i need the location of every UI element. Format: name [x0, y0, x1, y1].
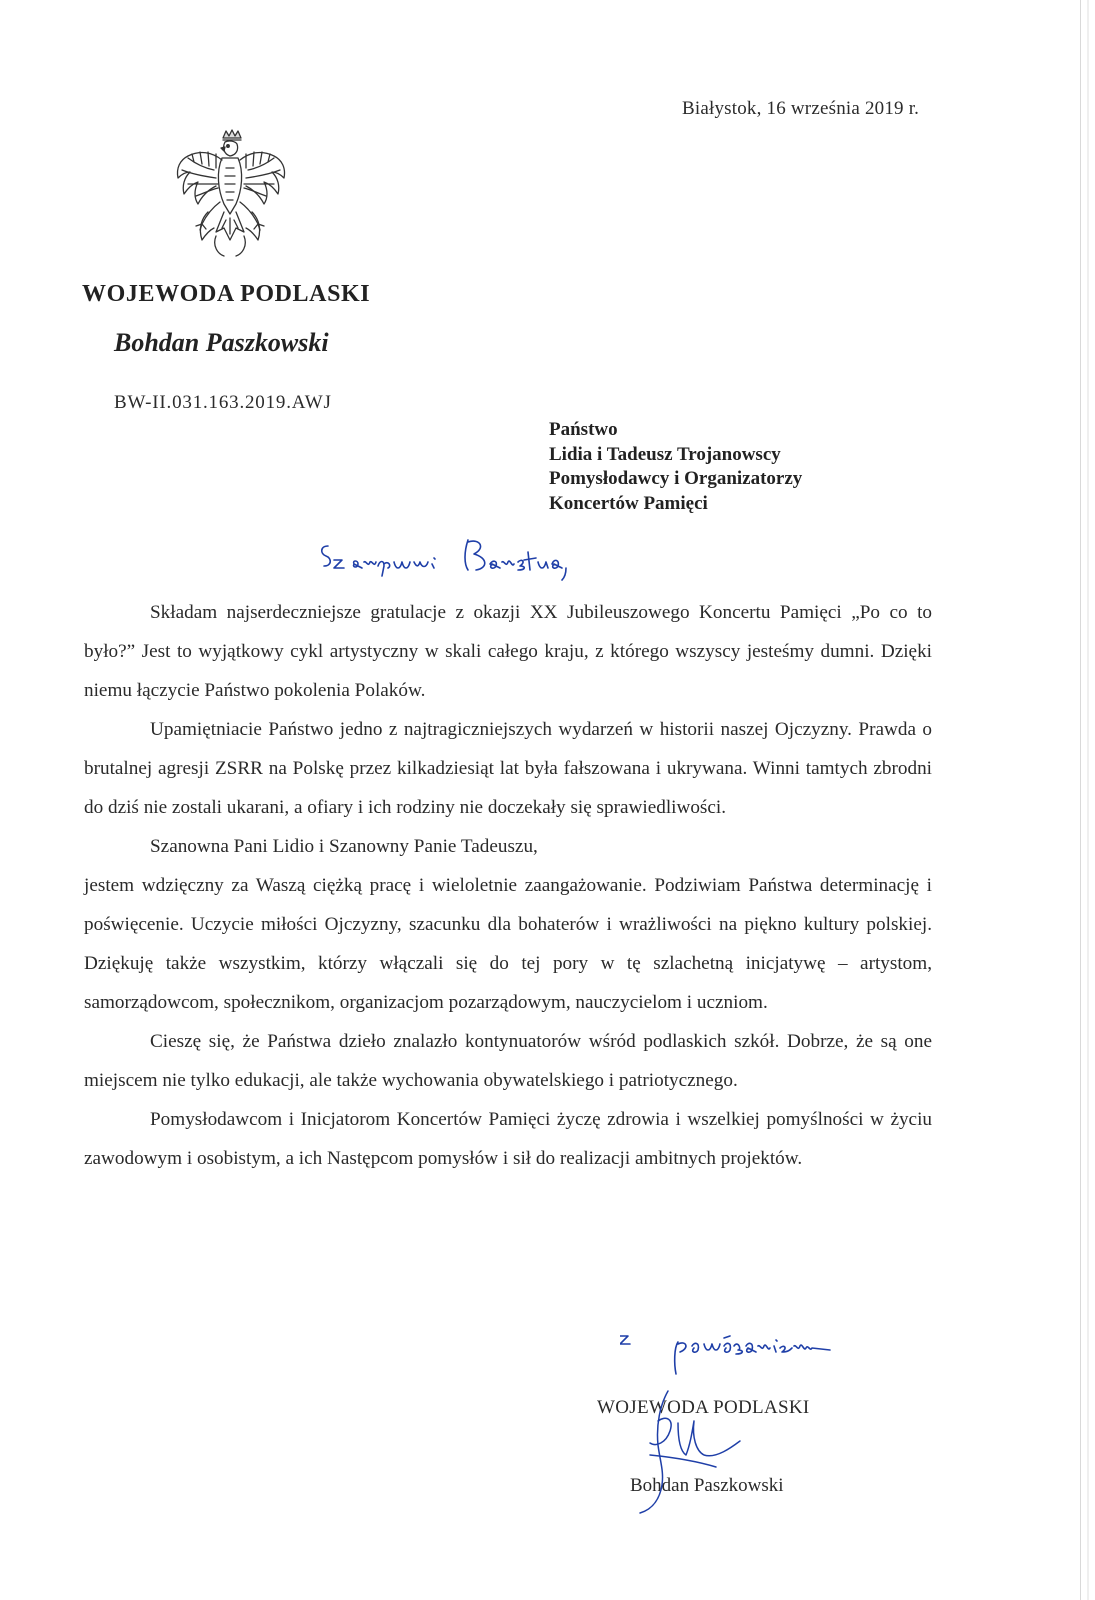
- signatory-name: Bohdan Paszkowski: [630, 1475, 784, 1496]
- handwritten-closing: [620, 1330, 870, 1380]
- scan-edge-shadow: [1087, 0, 1089, 1600]
- handwritten-salutation: [318, 532, 738, 596]
- addressee-block: [549, 418, 802, 516]
- letter-body: [84, 593, 932, 1178]
- handwritten-signature: [620, 1385, 770, 1525]
- body-paragraph: jestem wdzięczny za Waszą ciężką pracę i wieloletnie zaangażowanie. Podziwiam Państwa determinację i poświęcenie. Uczycie miłości Ojczyzny, szacunku dla bohaterów i wrażliwości na piękno kultury polskiej. Dziękuję także wszystkim, którzy włączali się do tej pory w tę szlachetną inicjatywę – artystom, samorządowcom, społecznikom, organizacjom pozarządowym, nauczycielom i uczniom.: [84, 875, 932, 1013]
- issuer-office: WOJEWODA PODLASKI: [82, 281, 371, 307]
- body-paragraph: Szanowna Pani Lidio i Szanowny Panie Tadeuszu,: [150, 836, 538, 857]
- issuer-name: Bohdan Paszkowski: [114, 328, 329, 357]
- letter-date: Białystok, 16 września 2019 r.: [682, 98, 920, 119]
- addressee-line: Lidia i Tadeusz Trojanowscy: [549, 443, 781, 465]
- addressee-line: Koncertów Pamięci: [549, 492, 708, 514]
- body-paragraph: Upamiętniacie Państwo jedno z najtragiczniejszych wydarzeń w historii naszej Ojczyzny. Prawda o brutalnej agresji ZSRR na Polskę przez kilkadziesiąt lat była fałszowana i ukrywana. Winni tamtych zbrodni do dziś nie zostali ukarani, a ofiary i ich rodziny nie doczekały się sprawiedliwości.: [84, 719, 932, 818]
- body-paragraph: Pomysłodawcom i Inicjatorom Koncertów Pamięci życzę zdrowia i wszelkiej pomyślności w życiu zawodowym i osobistym, a ich Następcom pomysłów i sił do realizacji ambitnych projektów.: [84, 1109, 932, 1169]
- reference-number: BW-II.031.163.2019.AWJ: [114, 392, 332, 413]
- addressee-line: Państwo: [549, 419, 618, 440]
- addressee-line: Pomysłodawcy i Organizatorzy: [549, 468, 803, 489]
- scan-edge: [1080, 0, 1081, 1600]
- body-paragraph: Cieszę się, że Państwa dzieło znalazło kontynuatorów wśród podlaskich szkół. Dobrze, że są one miejscem nie tylko edukacji, ale także wychowania obywatelskiego i patriotycznego.: [84, 1031, 932, 1091]
- polish-eagle-emblem-icon: [172, 128, 290, 260]
- body-paragraph: Składam najserdeczniejsze gratulacje z okazji XX Jubileuszowego Koncertu Pamięci „Po co to było?” Jest to wyjątkowy cykl artystyczny w skali całego kraju, z którego wszyscy jesteśmy dumni. Dzięki niemu łączycie Państwo pokolenia Polaków.: [84, 602, 932, 701]
- signatory-office: WOJEWODA PODLASKI: [597, 1397, 810, 1418]
